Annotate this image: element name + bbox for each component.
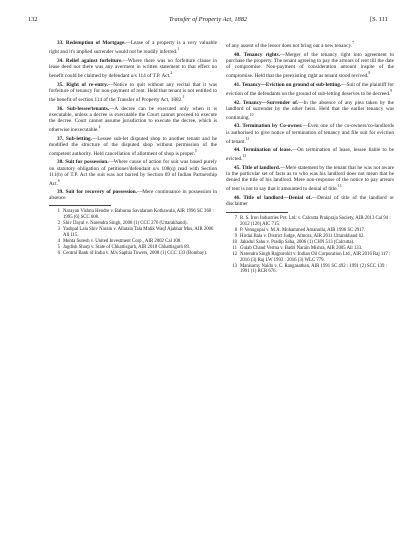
paragraph: [226, 82, 394, 97]
footnote-text: Yashpal Lala Shiv Narain v. Allatala Tala Malik Waqf Ajabhar Mus, AIR 2006 All 115.: [63, 227, 214, 238]
footnote: [226, 246, 394, 252]
footnote-ref: 13: [337, 184, 342, 189]
footnote-number: 7: [234, 216, 237, 222]
footnote-text: Narayan Vishnu Hendre v. Baburao Savalaram Kothawala, AIR 1996 SC 368 : 1995 (6) SCC 608.: [63, 209, 214, 220]
footnote-number: 11: [232, 246, 237, 252]
paragraph-heading: 40. Tenancy rights.: [234, 51, 281, 58]
footnote: [226, 234, 394, 240]
footnote-ref: 10: [249, 112, 254, 117]
footnote-number: 2: [57, 221, 60, 227]
paragraph: [49, 58, 217, 79]
footnote-number: 4: [57, 238, 60, 244]
footnote-text: Hirdai Bala v. District Judge, Almora, AIR 2011 Uttarakhand 62.: [240, 233, 365, 239]
footnote: [226, 240, 394, 246]
paragraph-text: —Mere statement by the tenant that he was not aware in the particular set of facts as to who was his landlord does not mean that he denied the title of his landlord. Mere non-response of the notice to pay arrears of rent is not to say that it amounted to denial of title.: [226, 165, 394, 193]
paragraph-text: —Even one of the co-owners/co-landlords is authorised to give notice of termination of tenancy and file suit for eviction of tenant.: [226, 123, 394, 145]
footnote-number: 10: [232, 240, 237, 246]
paragraph-heading: 37. Sub-letting.: [57, 135, 92, 142]
footnote-number: 8: [234, 227, 237, 233]
paragraph: [49, 136, 217, 157]
paragraph: [226, 123, 394, 144]
footnote-text: Manisamy Naidu v. C. Rangasathan, AIR 1991 SC 492 : 1991 (2) SCC 139 : 1991 (1) RCR 676.: [240, 263, 387, 275]
footnote-number: 3: [57, 227, 60, 233]
footnote: [49, 239, 217, 245]
paragraph: [226, 195, 394, 207]
footnote-ref: 7: [352, 41, 354, 45]
footnote-ref: 9: [390, 88, 393, 93]
footnote-ref: 3: [182, 94, 185, 99]
footnote: [49, 251, 217, 257]
running-header: [28, 16, 388, 28]
paragraph-heading: 42. Tenancy—Surrender of.: [234, 99, 299, 106]
left-column: [49, 40, 217, 257]
footnote-text: P. Venugopal v. M.A. Mohammed Amanulla, AIR 1996 SC 2917.: [240, 227, 366, 233]
running-title: Transfer of Property Act, 1882: [168, 16, 248, 23]
footnote-ref: 8: [368, 70, 371, 75]
footnote: [226, 216, 394, 227]
footnote-number: 5: [57, 244, 60, 250]
footnote: [226, 228, 394, 234]
paragraph-heading: 43. Termination by Co-owner.: [234, 123, 303, 130]
paragraph: [226, 52, 394, 79]
footnote-text: Narendra Singh Rajpurohit v. Indian Oil Corporation Ltd., AIR 2016 Raj 117 : 2016 (3) Raj LW 1993 : 2016 (3) WLC 779.: [240, 252, 391, 263]
footnote-text: Mehta Suresh v. United Investment Corp., AIR 2002 Cal 108.: [63, 238, 182, 244]
paragraph-text: —Suit of the plaintiff for eviction of the defendants on the ground of sub-letting deserves to be decreed.: [226, 81, 394, 97]
footnote-text: Jahadul Sahu v. Pradip Saha, 2006 (1) CHN 513 (Calcutta).: [240, 240, 355, 246]
footnote: [226, 252, 394, 263]
page-number: 132: [28, 16, 38, 23]
paragraph: [226, 147, 394, 162]
paragraph-text: —Merger of the tenancy right into agreement to purchase the property. The tenant agreeing to pay the arrears of rent till the date of compromise. Non-payment of consideration amount inspite of the compromise. Held that the preexisting right as tenant stood revived.: [226, 51, 394, 79]
footnote-ref: 1: [177, 47, 180, 52]
footnote-text: Central Bank of India v. M/s Saphia Towers, 2008 (1) CCC 133 (Bombay).: [63, 250, 208, 256]
footnote-text: Jagdish Sharp v. State of Chhattisgarh, AIR 2018 Chhattisgarh 89.: [63, 244, 191, 250]
footnote-ref: 6: [57, 178, 60, 183]
footnote: [49, 221, 217, 227]
footnote-text: R. S. Iron Industries Pvt. Ltd. v. Calcutta Prakpraja Society, AIR 2013 Cal 94 : 2012 (120) AIC 715.: [240, 216, 391, 227]
footnote-separator: [49, 205, 111, 206]
paragraph: [226, 40, 394, 49]
footnote: [49, 227, 217, 238]
paragraph: [49, 159, 217, 186]
paragraph-text: of any assent of the lessor does not bring out a new tenancy.: [226, 42, 353, 49]
paragraph-text: —Where cause of action for suit was based purely on statutory obligation of petitioner/defendant u/s 108(q) read with Section 111(h) of T.P. Act the suit was not barred by Section 69 of Indian Partnership Act.: [49, 159, 217, 187]
paragraph-heading: 44. Termination of lease.: [234, 147, 292, 154]
footnote-number: 9: [234, 233, 237, 239]
paragraph-heading: 39. Suit for recovery of possession.: [57, 189, 137, 196]
right-column: [226, 40, 394, 275]
paragraph-heading: 45. Title of landlord.: [234, 165, 281, 172]
footnote-number: 12: [232, 252, 237, 258]
paragraph-text: —A decree can be executed only when it is executable, unless a decree is executable the Court cannot proceed to execute the decree. Court cannot assume jurisdiction to execute the decree, which is otherwise inexecutable.: [49, 105, 217, 133]
paragraph: [226, 165, 394, 192]
footnote-ref: 12: [242, 154, 247, 159]
footnote-ref: 5: [194, 148, 197, 153]
footnote: [226, 264, 394, 275]
paragraph-text: —Mere continuance in possession in absence: [49, 189, 217, 202]
paragraph: [49, 40, 217, 55]
section-marker: [S. 111: [370, 16, 388, 23]
footnote-separator: [226, 212, 288, 213]
paragraph: [49, 189, 217, 201]
paragraph: [49, 106, 217, 133]
paragraph-text: —In the absence of any plea taken by the landlord of surrender by the other heirs. Held that the earlier tenancy was continuing.: [226, 99, 394, 121]
footnote-number: 1: [57, 209, 60, 215]
footnote: [49, 209, 217, 220]
footnote-number: 6: [57, 250, 60, 256]
paragraph: [226, 100, 394, 121]
paragraph-heading: 38. Suit for possession.: [57, 159, 109, 166]
paragraph-text: —On termination of lease, lessee liable to be evicted.: [226, 147, 394, 163]
paragraph-heading: 41. Tenancy—Eviction on ground of sub-letting.: [234, 81, 342, 88]
paragraph: [49, 82, 217, 103]
paragraph-heading: 34. Relief against forfeiture.: [57, 57, 123, 64]
footnote-text: Gulab Chand Verma v. Badri Narain Mishra, AIR 2005 All 133.: [240, 246, 363, 252]
paragraph-heading: 35. Right of re-entry.: [57, 81, 108, 88]
footnote-number: 13: [232, 263, 237, 269]
paragraph-heading: 33. Redemption of Mortgage.: [57, 40, 126, 46]
paragraph-heading: 46. Title of landlord—Denial of.: [234, 195, 312, 202]
footnote-ref: 11: [245, 136, 250, 141]
paragraph-text: —Where there was no forfeiture clause in lease deed nor there was any averment in written statement to that effect no benefit could be claimed by defendant u/s 114 of T.P. Act.: [49, 57, 218, 79]
paragraph-text: —Notice to quit without any recital that it was forfeiture of tenancy for non-payment of rent. Held that tenant is not entitled to the benefit of section 114 of the Transfer of Property Act, 1882.: [49, 81, 217, 103]
footnote-text: Shiv Dayal v. Narendra Singh, 2008 (1) CCC 276 (Uttarakhand).: [63, 221, 188, 227]
footnote-ref: 2: [170, 70, 173, 75]
footnote-ref: 4: [98, 124, 101, 129]
paragraph-text: —Lessee sub-let disputed shop to another tenant and he modified the structure of the disputed shop without permission of the competent authority. Held cancellation of allotment of shop is proper.: [49, 135, 217, 157]
paragraph-text: —Lease of a property is a very valuable right and it's implied surrender would not be readily inferred.: [49, 40, 217, 55]
footnote: [49, 245, 217, 251]
paragraph-text: —Denial of title of the landlord or disclaimer: [226, 195, 394, 208]
paragraph-heading: 36. Sub-lessee/tenants.: [57, 105, 110, 112]
